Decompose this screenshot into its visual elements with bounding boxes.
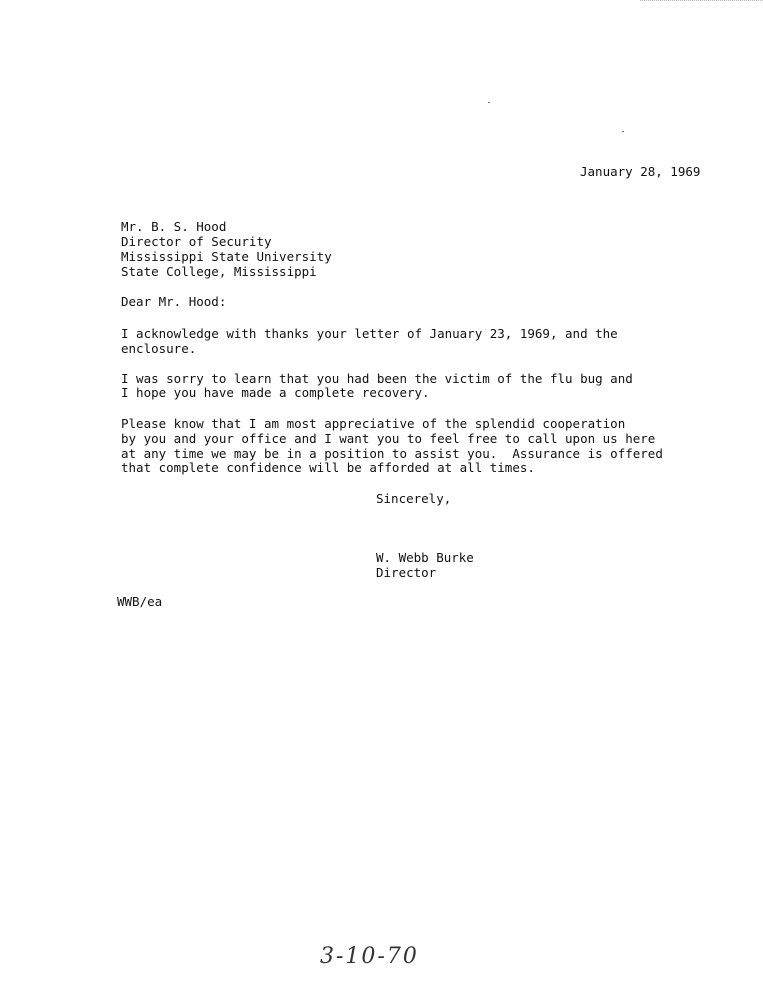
scan-speck (488, 102, 490, 103)
recipient-line: Mr. B. S. Hood (121, 219, 227, 234)
paragraph-line: I hope you have made a complete recovery. (121, 385, 430, 400)
paragraph-line: by you and your office and I want you to feel free to call upon us here (121, 431, 656, 446)
recipient-line: Director of Security (121, 234, 272, 249)
recipient-line: State College, Mississippi (121, 264, 317, 279)
salutation: Dear Mr. Hood: (121, 294, 227, 309)
recipient-line: Mississippi State University (121, 249, 332, 264)
scan-speck (622, 131, 624, 132)
paragraph-line: I was sorry to learn that you had been the victim of the flu bug and (121, 371, 633, 386)
paragraph-line: enclosure. (121, 341, 197, 356)
signer-title: Director (376, 565, 437, 580)
closing: Sincerely, (376, 491, 452, 506)
paragraph-line: Please know that I am most appreciative of the splendid cooperation (121, 416, 626, 431)
typist-initials: WWB/ea (117, 594, 163, 609)
paragraph-line: that complete confidence will be afforded at all times. (121, 460, 535, 475)
paragraph-line: at any time we may be in a position to assist you. Assurance is offered (121, 446, 663, 461)
signer-name: W. Webb Burke (376, 550, 474, 565)
paragraph-line: I acknowledge with thanks your letter of January 23, 1969, and the (121, 326, 618, 341)
letter-date: January 28, 1969 (580, 164, 701, 179)
handwritten-note: 3-10-70 (320, 944, 419, 969)
scan-edge-mark (640, 0, 763, 2)
